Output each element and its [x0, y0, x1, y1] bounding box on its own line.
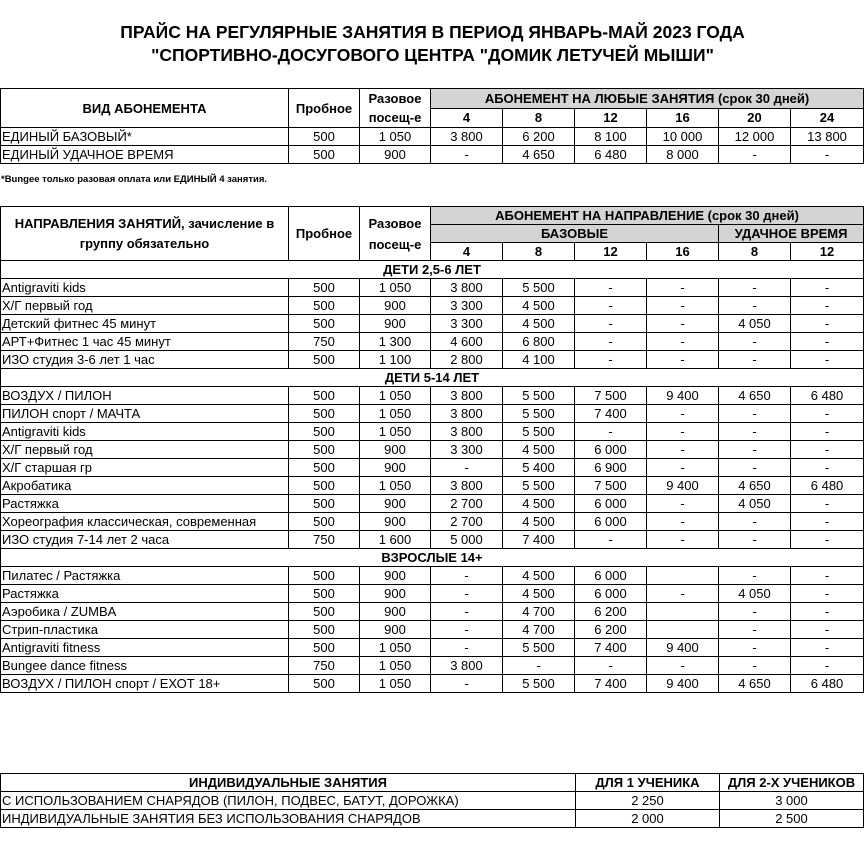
- direction-subscription-table: [0, 206, 864, 693]
- price-cell: 500: [289, 459, 360, 477]
- price-cell: -: [791, 297, 864, 315]
- price-cell: 900: [360, 441, 431, 459]
- count-cell: 12: [575, 108, 647, 128]
- table-row: [1, 279, 864, 297]
- price-cell: 9 400: [647, 477, 719, 495]
- table-row: [1, 531, 864, 549]
- price-cell: 7 400: [575, 639, 647, 657]
- price-cell: -: [431, 567, 503, 585]
- table-row: [1, 639, 864, 657]
- price-cell: -: [647, 531, 719, 549]
- count-cell: 16: [647, 108, 719, 128]
- header-one-student: ДЛЯ 1 УЧЕНИКА: [576, 774, 720, 792]
- price-cell: 3 800: [431, 128, 503, 146]
- price-cell: -: [719, 567, 791, 585]
- price-cell: 900: [360, 621, 431, 639]
- price-cell: 3 800: [431, 423, 503, 441]
- price-cell: -: [647, 279, 719, 297]
- price-cell: 4 100: [503, 351, 575, 369]
- price-cell: -: [719, 297, 791, 315]
- price-cell: 13 800: [791, 128, 864, 146]
- row-label: ВОЗДУХ / ПИЛОН спорт / ЕХОТ 18+: [1, 675, 289, 693]
- row-label: Antigraviti kids: [1, 279, 289, 297]
- price-cell: 6 000: [575, 441, 647, 459]
- price-cell: 4 700: [503, 621, 575, 639]
- price-cell: 900: [360, 297, 431, 315]
- table-row: [1, 810, 864, 828]
- price-cell: 7 500: [575, 477, 647, 495]
- count-cell: 12: [791, 243, 864, 261]
- price-cell: -: [431, 675, 503, 693]
- price-cell: 500: [289, 387, 360, 405]
- price-cell: 6 800: [503, 333, 575, 351]
- price-cell: 6 900: [575, 459, 647, 477]
- header-subscription-type: ВИД АБОНЕМЕНТА: [1, 89, 289, 128]
- price-cell: -: [719, 459, 791, 477]
- price-cell: 500: [289, 603, 360, 621]
- price-cell: 500: [289, 297, 360, 315]
- price-cell: -: [647, 657, 719, 675]
- price-cell: 10 000: [647, 128, 719, 146]
- row-label: Antigraviti kids: [1, 423, 289, 441]
- row-label: Аэробика / ZUMBA: [1, 603, 289, 621]
- price-cell: 500: [289, 495, 360, 513]
- price-cell: 1 050: [360, 477, 431, 495]
- price-cell: 3 300: [431, 441, 503, 459]
- row-label: Bungee dance fitness: [1, 657, 289, 675]
- price-cell: -: [719, 279, 791, 297]
- price-cell: [647, 621, 719, 639]
- price-cell: -: [791, 603, 864, 621]
- price-cell: -: [647, 585, 719, 603]
- section-heading: ДЕТИ 2,5-6 ЛЕТ: [1, 261, 864, 279]
- price-cell: 4 700: [503, 603, 575, 621]
- price-cell: -: [791, 405, 864, 423]
- price-cell: 1 050: [360, 387, 431, 405]
- price-cell: -: [647, 333, 719, 351]
- price-cell: -: [431, 585, 503, 603]
- price-cell: 750: [289, 333, 360, 351]
- price-cell: -: [431, 621, 503, 639]
- price-cell: 3 800: [431, 405, 503, 423]
- price-cell: 4 500: [503, 585, 575, 603]
- price-cell: 2 000: [576, 810, 720, 828]
- price-cell: 900: [360, 567, 431, 585]
- price-cell: -: [719, 423, 791, 441]
- price-cell: -: [647, 351, 719, 369]
- table-row: [1, 423, 864, 441]
- price-cell: -: [431, 146, 503, 164]
- price-cell: 9 400: [647, 639, 719, 657]
- price-cell: -: [791, 495, 864, 513]
- price-cell: 2 800: [431, 351, 503, 369]
- price-cell: 6 000: [575, 513, 647, 531]
- price-cell: 6 200: [503, 128, 575, 146]
- price-cell: 900: [360, 603, 431, 621]
- price-cell: 900: [360, 585, 431, 603]
- row-label: Растяжка: [1, 495, 289, 513]
- row-label: ВОЗДУХ / ПИЛОН: [1, 387, 289, 405]
- price-cell: -: [791, 351, 864, 369]
- price-cell: -: [719, 603, 791, 621]
- row-label: ИЗО студия 7-14 лет 2 часа: [1, 531, 289, 549]
- price-cell: 500: [289, 639, 360, 657]
- row-label: ЕДИНЫЙ УДАЧНОЕ ВРЕМЯ: [1, 146, 289, 164]
- price-cell: -: [431, 603, 503, 621]
- count-cell: 8: [503, 108, 575, 128]
- price-cell: 9 400: [647, 387, 719, 405]
- price-cell: -: [647, 495, 719, 513]
- price-cell: 500: [289, 513, 360, 531]
- price-cell: 1 050: [360, 675, 431, 693]
- price-cell: 8 100: [575, 128, 647, 146]
- price-cell: 5 500: [503, 477, 575, 495]
- row-label: ЕДИНЫЙ БАЗОВЫЙ*: [1, 128, 289, 146]
- price-cell: 1 100: [360, 351, 431, 369]
- price-cell: 6 000: [575, 585, 647, 603]
- price-cell: 6 000: [575, 495, 647, 513]
- price-cell: 500: [289, 315, 360, 333]
- table-row: [1, 297, 864, 315]
- price-cell: 4 050: [719, 585, 791, 603]
- table-row: [1, 441, 864, 459]
- price-cell: 3 800: [431, 657, 503, 675]
- price-cell: -: [719, 657, 791, 675]
- table-row: [1, 567, 864, 585]
- general-subscription-table: [0, 88, 864, 164]
- price-cell: 5 000: [431, 531, 503, 549]
- row-label: Растяжка: [1, 585, 289, 603]
- price-cell: 500: [289, 675, 360, 693]
- price-cell: -: [719, 351, 791, 369]
- price-cell: 7 400: [503, 531, 575, 549]
- row-label: Х/Г первый год: [1, 441, 289, 459]
- price-cell: 500: [289, 128, 360, 146]
- price-cell: -: [575, 351, 647, 369]
- count-cell: 12: [575, 243, 647, 261]
- header-direction-subscription: АБОНЕМЕНТ НА НАПРАВЛЕНИЕ (срок 30 дней): [431, 207, 864, 225]
- price-cell: -: [791, 657, 864, 675]
- price-cell: -: [719, 405, 791, 423]
- price-cell: 750: [289, 531, 360, 549]
- price-cell: [647, 567, 719, 585]
- price-cell: 5 500: [503, 279, 575, 297]
- price-cell: 8 000: [647, 146, 719, 164]
- price-cell: 4 650: [719, 477, 791, 495]
- header-directions: НАПРАВЛЕНИЯ ЗАНЯТИЙ, зачисление в группу обязательно: [1, 207, 289, 261]
- price-cell: -: [647, 459, 719, 477]
- price-cell: 3 300: [431, 297, 503, 315]
- header-individual: ИНДИВИДУАЛЬНЫЕ ЗАНЯТИЯ: [1, 774, 576, 792]
- header-basic: БАЗОВЫЕ: [431, 225, 719, 243]
- price-cell: 4 500: [503, 513, 575, 531]
- price-cell: -: [719, 146, 791, 164]
- price-cell: 500: [289, 146, 360, 164]
- header-single: Разовое посещ-е: [360, 207, 431, 261]
- price-cell: -: [791, 621, 864, 639]
- price-cell: 3 800: [431, 477, 503, 495]
- price-cell: -: [791, 333, 864, 351]
- table-row: [1, 792, 864, 810]
- price-cell: 5 400: [503, 459, 575, 477]
- price-cell: 4 650: [719, 675, 791, 693]
- table-row: [1, 128, 864, 146]
- price-cell: 12 000: [719, 128, 791, 146]
- count-cell: 8: [503, 243, 575, 261]
- price-cell: 6 000: [575, 567, 647, 585]
- section-heading: ВЗРОСЛЫЕ 14+: [1, 549, 864, 567]
- price-cell: 7 400: [575, 405, 647, 423]
- price-cell: 900: [360, 146, 431, 164]
- price-cell: 5 500: [503, 405, 575, 423]
- price-cell: -: [791, 531, 864, 549]
- price-cell: -: [575, 333, 647, 351]
- price-cell: 500: [289, 567, 360, 585]
- table-row: [1, 675, 864, 693]
- section-row: [1, 369, 864, 387]
- price-cell: -: [575, 279, 647, 297]
- price-cell: 5 500: [503, 675, 575, 693]
- price-cell: 500: [289, 621, 360, 639]
- count-cell: 4: [431, 108, 503, 128]
- header-trial: Пробное: [289, 207, 360, 261]
- price-cell: 1 050: [360, 405, 431, 423]
- table-row: [1, 603, 864, 621]
- count-cell: 20: [719, 108, 791, 128]
- price-cell: -: [647, 423, 719, 441]
- price-cell: -: [719, 513, 791, 531]
- page-title: ПРАЙС НА РЕГУЛЯРНЫЕ ЗАНЯТИЯ В ПЕРИОД ЯНВАРЬ-МАЙ 2023 ГОДА: [120, 22, 745, 42]
- table-row: [1, 585, 864, 603]
- price-cell: -: [575, 315, 647, 333]
- table-row: [1, 333, 864, 351]
- price-cell: 900: [360, 315, 431, 333]
- price-cell: 900: [360, 495, 431, 513]
- row-label: Стрип-пластика: [1, 621, 289, 639]
- price-cell: -: [647, 513, 719, 531]
- row-label: С ИСПОЛЬЗОВАНИЕМ СНАРЯДОВ (ПИЛОН, ПОДВЕС, БАТУТ, ДОРОЖКА): [1, 792, 576, 810]
- table-row: [1, 477, 864, 495]
- row-label: ПИЛОН спорт / МАЧТА: [1, 405, 289, 423]
- price-cell: 5 500: [503, 639, 575, 657]
- price-cell: 7 400: [575, 675, 647, 693]
- price-cell: 4 500: [503, 297, 575, 315]
- price-cell: 3 300: [431, 315, 503, 333]
- count-cell: 4: [431, 243, 503, 261]
- price-cell: 1 600: [360, 531, 431, 549]
- header-trial: Пробное: [289, 89, 360, 128]
- price-cell: -: [431, 639, 503, 657]
- price-cell: -: [647, 297, 719, 315]
- price-cell: -: [791, 567, 864, 585]
- row-label: Пилатес / Растяжка: [1, 567, 289, 585]
- price-cell: 4 050: [719, 495, 791, 513]
- price-cell: -: [791, 459, 864, 477]
- price-cell: 6 200: [575, 603, 647, 621]
- table-row: [1, 351, 864, 369]
- section-row: [1, 261, 864, 279]
- price-cell: -: [791, 315, 864, 333]
- count-cell: 16: [647, 243, 719, 261]
- price-cell: 4 650: [719, 387, 791, 405]
- price-cell: -: [791, 639, 864, 657]
- price-cell: -: [647, 441, 719, 459]
- price-cell: 1 050: [360, 128, 431, 146]
- price-cell: 2 250: [576, 792, 720, 810]
- table-row: [1, 495, 864, 513]
- price-cell: 3 800: [431, 279, 503, 297]
- price-cell: 4 050: [719, 315, 791, 333]
- row-label: Акробатика: [1, 477, 289, 495]
- price-cell: -: [503, 657, 575, 675]
- price-cell: 500: [289, 351, 360, 369]
- price-cell: 500: [289, 405, 360, 423]
- row-label: Х/Г старшая гр: [1, 459, 289, 477]
- price-cell: -: [791, 441, 864, 459]
- table-row: [1, 315, 864, 333]
- table-row: [1, 387, 864, 405]
- price-cell: -: [575, 423, 647, 441]
- row-label: Antigraviti fitness: [1, 639, 289, 657]
- price-cell: 6 480: [791, 675, 864, 693]
- header-any-classes: АБОНЕМЕНТ НА ЛЮБЫЕ ЗАНЯТИЯ (срок 30 дней): [431, 89, 864, 109]
- price-cell: 4 500: [503, 495, 575, 513]
- price-cell: -: [791, 279, 864, 297]
- table-row: [1, 657, 864, 675]
- table-row: [1, 405, 864, 423]
- row-label: Детский фитнес 45 минут: [1, 315, 289, 333]
- price-cell: 6 480: [575, 146, 647, 164]
- count-cell: 24: [791, 108, 864, 128]
- row-label: ИНДИВИДУАЛЬНЫЕ ЗАНЯТИЯ БЕЗ ИСПОЛЬЗОВАНИЯ СНАРЯДОВ: [1, 810, 576, 828]
- price-cell: -: [575, 657, 647, 675]
- individual-classes-table: [0, 773, 864, 828]
- price-cell: 6 200: [575, 621, 647, 639]
- price-cell: 5 500: [503, 387, 575, 405]
- price-cell: -: [719, 333, 791, 351]
- price-cell: 3 000: [720, 792, 864, 810]
- price-cell: 1 300: [360, 333, 431, 351]
- table-row: [1, 459, 864, 477]
- section-row: [1, 549, 864, 567]
- price-cell: -: [719, 639, 791, 657]
- price-cell: 4 500: [503, 441, 575, 459]
- price-cell: 1 050: [360, 423, 431, 441]
- price-cell: -: [791, 146, 864, 164]
- table-row: [1, 513, 864, 531]
- price-cell: -: [431, 459, 503, 477]
- price-cell: 500: [289, 279, 360, 297]
- section-heading: ДЕТИ 5-14 ЛЕТ: [1, 369, 864, 387]
- footnote: *Bungee только разовая оплата или ЕДИНЫЙ 4 занятия.: [1, 174, 267, 185]
- price-cell: 500: [289, 477, 360, 495]
- price-cell: 750: [289, 657, 360, 675]
- header-lucky-time: УДАЧНОЕ ВРЕМЯ: [719, 225, 864, 243]
- price-cell: 4 650: [503, 146, 575, 164]
- price-cell: 500: [289, 441, 360, 459]
- count-cell: 8: [719, 243, 791, 261]
- price-cell: 6 480: [791, 387, 864, 405]
- price-cell: 3 800: [431, 387, 503, 405]
- price-cell: 2 700: [431, 513, 503, 531]
- price-cell: 4 500: [503, 315, 575, 333]
- price-cell: 9 400: [647, 675, 719, 693]
- price-cell: -: [647, 315, 719, 333]
- price-cell: -: [719, 531, 791, 549]
- row-label: Х/Г первый год: [1, 297, 289, 315]
- row-label: АРТ+Фитнес 1 час 45 минут: [1, 333, 289, 351]
- price-cell: 2 500: [720, 810, 864, 828]
- price-cell: -: [575, 531, 647, 549]
- price-cell: -: [647, 405, 719, 423]
- price-cell: 2 700: [431, 495, 503, 513]
- price-cell: 5 500: [503, 423, 575, 441]
- price-cell: -: [791, 585, 864, 603]
- header-two-students: ДЛЯ 2-Х УЧЕНИКОВ: [720, 774, 864, 792]
- table-row: [1, 621, 864, 639]
- price-cell: 900: [360, 513, 431, 531]
- price-cell: -: [791, 513, 864, 531]
- price-cell: 1 050: [360, 657, 431, 675]
- price-cell: 6 480: [791, 477, 864, 495]
- price-cell: 500: [289, 423, 360, 441]
- price-cell: [647, 603, 719, 621]
- page-subtitle: "СПОРТИВНО-ДОСУГОВОГО ЦЕНТРА "ДОМИК ЛЕТУЧЕЙ МЫШИ": [151, 45, 714, 65]
- price-cell: -: [791, 423, 864, 441]
- table-row: [1, 146, 864, 164]
- header-single: Разовое посещ-е: [360, 89, 431, 128]
- price-cell: -: [575, 297, 647, 315]
- price-cell: 1 050: [360, 639, 431, 657]
- price-cell: 1 050: [360, 279, 431, 297]
- price-cell: 7 500: [575, 387, 647, 405]
- price-cell: -: [719, 621, 791, 639]
- price-cell: 4 600: [431, 333, 503, 351]
- price-cell: 900: [360, 459, 431, 477]
- price-cell: -: [719, 441, 791, 459]
- row-label: Хореография классическая, современная: [1, 513, 289, 531]
- price-cell: 4 500: [503, 567, 575, 585]
- price-cell: 500: [289, 585, 360, 603]
- row-label: ИЗО студия 3-6 лет 1 час: [1, 351, 289, 369]
